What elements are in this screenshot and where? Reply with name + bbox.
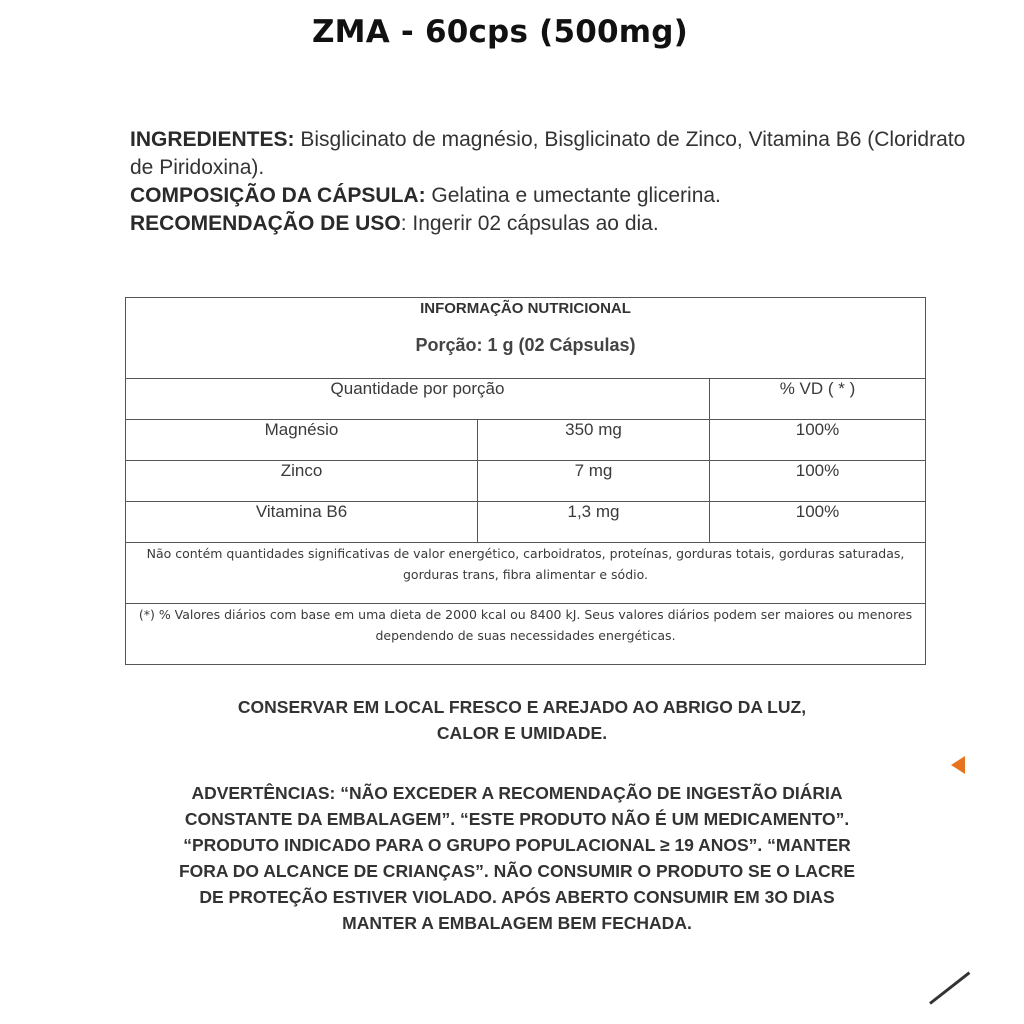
vd-column-header: % VD ( * ) (710, 379, 926, 420)
nutrition-heading: INFORMAÇÃO NUTRICIONAL (420, 300, 631, 317)
ingredients-label: INGREDIENTES: (130, 128, 295, 151)
warning-line: MANTER A EMBALAGEM BEM FECHADA. (342, 913, 692, 933)
usage-recommendation-text: : Ingerir 02 cápsulas ao dia. (400, 212, 659, 235)
nutrient-vd: 100% (710, 461, 926, 502)
warning-line: “PRODUTO INDICADO PARA O GRUPO POPULACIONAL ≥ 19 ANOS”. “MANTER (183, 835, 851, 855)
orange-triangle-icon (951, 756, 965, 774)
daily-values-note: (*) % Valores diários com base em uma dieta de 2000 kcal ou 8400 kJ. Seus valores diários podem ser maiores ou menores dependendo de suas necessidades energéticas. (126, 604, 926, 665)
ingredients-paragraph (130, 126, 970, 182)
table-row (126, 420, 926, 461)
nutrient-vd: 100% (710, 420, 926, 461)
corner-divider (929, 972, 970, 1005)
nutrient-vd: 100% (710, 502, 926, 543)
storage-instructions (10, 694, 1024, 746)
portion-text: Porção: 1 g (02 Cápsulas) (415, 335, 636, 355)
ingredients-section (130, 126, 970, 238)
storage-line: CALOR E UMIDADE. (436, 723, 608, 743)
usage-recommendation-label: RECOMENDAÇÃO DE USO (130, 212, 401, 235)
storage-line: CONSERVAR EM LOCAL FRESCO E AREJADO AO ABRIGO DA LUZ, (237, 697, 807, 717)
capsule-composition-label: COMPOSIÇÃO DA CÁPSULA: (130, 184, 426, 207)
ingredients-text: Bisglicinato de magnésio, Bisglicinato de Zinco, Vitamina B6 (Cloridrato de Piridoxina). (130, 128, 966, 179)
capsule-composition-text: Gelatina e umectante glicerina. (425, 184, 721, 207)
nutrient-amount: 7 mg (478, 461, 710, 502)
nutrient-amount: 350 mg (478, 420, 710, 461)
capsule-composition-paragraph (130, 182, 970, 210)
nutrient-name: Magnésio (126, 420, 478, 461)
warnings-section (5, 780, 1024, 936)
not-significant-note: Não contém quantidades significativas de valor energético, carboidratos, proteínas, gorduras totais, gorduras saturadas, gorduras trans, fibra alimentar e sódio. (126, 543, 926, 604)
warning-line: ADVERTÊNCIAS: “NÃO EXCEDER A RECOMENDAÇÃO DE INGESTÃO DIÁRIA (191, 783, 843, 803)
page-title: ZMA - 60cps (500mg) (311, 14, 689, 50)
warning-line: DE PROTEÇÃO ESTIVER VIOLADO. APÓS ABERTO CONSUMIR EM 3O DIAS (199, 887, 835, 907)
nutrient-amount: 1,3 mg (478, 502, 710, 543)
table-row (126, 502, 926, 543)
table-row (126, 461, 926, 502)
nutrition-table (125, 297, 926, 665)
warning-line: FORA DO ALCANCE DE CRIANÇAS”. NÃO CONSUMIR O PRODUTO SE O LACRE (178, 861, 856, 881)
quantity-column-header: Quantidade por porção (126, 379, 710, 420)
nutrient-name: Vitamina B6 (126, 502, 478, 543)
nutrition-header-cell (126, 298, 926, 379)
nutrient-name: Zinco (126, 461, 478, 502)
warning-line: CONSTANTE DA EMBALAGEM”. “ESTE PRODUTO NÃO É UM MEDICAMENTO”. (184, 809, 850, 829)
usage-recommendation-paragraph (130, 210, 970, 238)
